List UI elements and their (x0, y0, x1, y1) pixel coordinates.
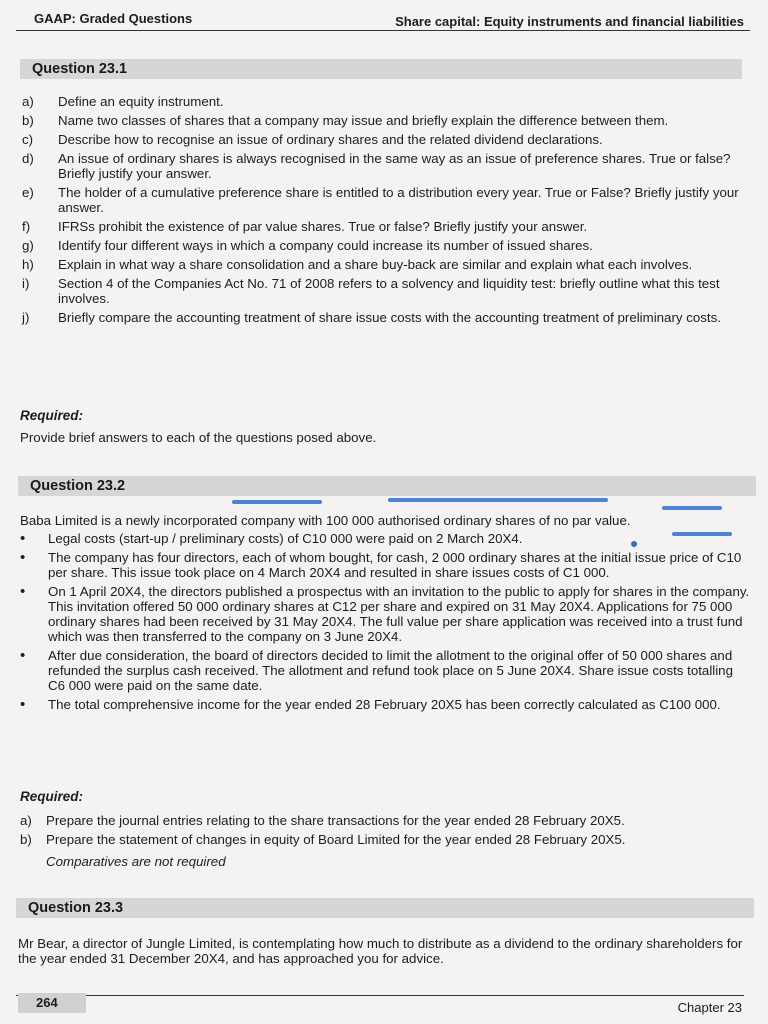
list-item: • On 1 April 20X4, the directors published a prospectus with an invitation to the public to apply for shares in the company. This invitation offered 50 000 ordinary shares at C12 per share and expired on 31 May 20X4. Applications for 75 000 ordinary shares had been received by 31 May 20X4. The full value per share application was received into a trust fund which was then transferred to the company on 3 June 20X4. (20, 583, 750, 644)
list-item: e) The holder of a cumulative preference share is entitled to a distribution every year. True or False? Briefly justify your answer. (22, 185, 739, 215)
question-23-2-note: Comparatives are not required (46, 854, 226, 869)
header-book-title: GAAP: Graded Questions (34, 11, 193, 26)
list-item: a) Define an equity instrument. (22, 94, 224, 109)
list-item: • Legal costs (start-up / preliminary costs) of C10 000 were paid on 2 March 20X4. (20, 530, 523, 547)
list-item: j) Briefly compare the accounting treatment of share issue costs with the accounting treatment of preliminary costs. (22, 310, 721, 325)
highlight-marker (388, 498, 608, 502)
list-item: • After due consideration, the board of directors decided to limit the allotment to the original offer of 50 000 shares and refunded the surplus cash received. The allotment and refund took place on 5 June 20X4. Share issue costs totalling C6 000 were paid on the same date. (20, 647, 733, 693)
question-23-2-intro: Baba Limited is a newly incorporated company with 100 000 authorised ordinary shares of no par value. (20, 513, 631, 528)
highlight-marker (232, 500, 322, 504)
list-item: i) Section 4 of the Companies Act No. 71 of 2008 refers to a solvency and liquidity test: briefly outline what this test involves. (22, 276, 720, 306)
list-item: b) Prepare the statement of changes in equity of Board Limited for the year ended 28 February 20X5. (20, 832, 626, 847)
question-23-2-tasks (16, 813, 750, 851)
question-23-2-bullets (18, 531, 752, 716)
list-item: h) Explain in what way a share consolidation and a share buy-back are similar and explain what each involves. (22, 257, 693, 272)
page-number: 264 (18, 993, 86, 1013)
list-item: • The company has four directors, each of whom bought, for cash, 2 000 ordinary shares at the initial issue price of C10 per share. This issue took place on 4 March 20X4 and resulted in share issues costs of C1 000. (20, 549, 742, 580)
list-item: d) An issue of ordinary shares is always recognised in the same way as an issue of preference shares. True or false? Briefly justify your answer. (22, 151, 731, 181)
question-23-2-required-label: Required: (20, 789, 84, 804)
footer-rule (16, 995, 744, 996)
list-item: f) IFRSs prohibit the existence of par value shares. True or false? Briefly justify your answer. (22, 219, 588, 234)
question-23-2-title: Question 23.2 (18, 476, 756, 496)
list-item: a) Prepare the journal entries relating to the share transactions for the year ended 28 February 20X5. (20, 813, 625, 828)
highlight-marker (662, 506, 722, 510)
list-item: g) Identify four different ways in which a company could increase its number of issued shares. (22, 238, 593, 253)
list-item: b) Name two classes of shares that a company may issue and briefly explain the difference between them. (22, 113, 669, 128)
question-23-3-title: Question 23.3 (16, 898, 754, 918)
question-23-1-required-text: Provide brief answers to each of the questions posed above. (20, 430, 377, 445)
list-item: • The total comprehensive income for the year ended 28 February 20X5 has been correctly calculated as C100 000. (20, 696, 721, 713)
header-chapter-title: Share capital: Equity instruments and financial liabilities (395, 14, 744, 29)
question-23-1-required-label: Required: (20, 408, 84, 423)
question-23-1-list (18, 94, 752, 329)
question-23-1-title: Question 23.1 (20, 59, 742, 79)
running-header (16, 6, 750, 31)
footer-chapter: Chapter 23 (677, 1000, 742, 1015)
list-item: c) Describe how to recognise an issue of ordinary shares and the related dividend declarations. (22, 132, 603, 147)
question-23-3-intro: Mr Bear, a director of Jungle Limited, is contemplating how much to distribute as a dividend to the ordinary shareholders for the year ended 31 December 20X4, and has approached you for advice. (18, 936, 743, 966)
